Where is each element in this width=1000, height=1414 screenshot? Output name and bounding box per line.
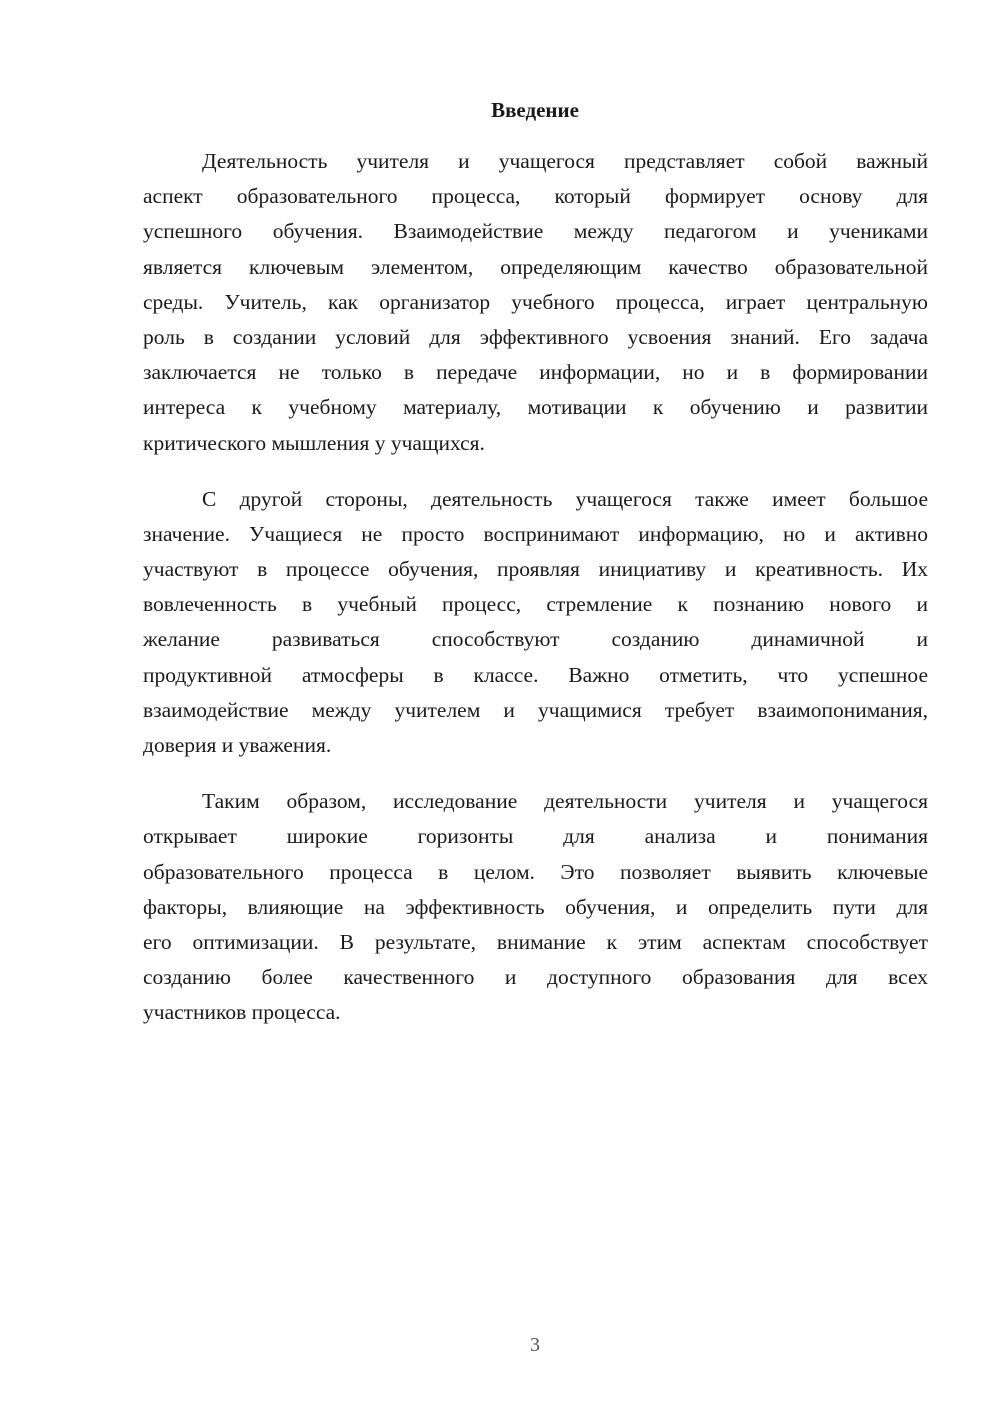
text-line: аспект образовательного процесса, который формирует основу для <box>143 184 928 209</box>
text-line: открывает широкие горизонты для анализа и понимания <box>143 824 928 849</box>
paragraph <box>143 482 928 764</box>
text-line: успешного обучения. Взаимодействие между педагогом и учениками <box>143 219 928 244</box>
text-line: С другой стороны, деятельность учащегося также имеет большое <box>202 486 928 511</box>
text-line: продуктивной атмосферы в классе. Важно отметить, что успешное <box>143 662 928 687</box>
text-line: участвуют в процессе обучения, проявляя инициативу и креативность. Их <box>143 557 928 582</box>
page-number: 3 <box>530 1334 540 1356</box>
text-line: образовательного процесса в целом. Это позволяет выявить ключевые <box>143 859 928 884</box>
text-line: среды. Учитель, как организатор учебного процесса, играет центральную <box>143 289 928 314</box>
text-line: желание развиваться способствуют созданию динамичной и <box>143 627 928 652</box>
text-line: заключается не только в передаче информации, но и в формировании <box>143 360 928 385</box>
text-line: интереса к учебному материалу, мотивации к обучению и развитии <box>143 395 928 420</box>
text-line: Деятельность учителя и учащегося представляет собой важный <box>202 149 928 173</box>
text-line: созданию более качественного и доступного образования для всех <box>143 965 928 990</box>
text-line: роль в создании условий для эффективного усвоения знаний. Его задача <box>143 324 928 349</box>
text-line: его оптимизации. В результате, внимание к этим аспектам способствует <box>143 929 928 954</box>
document-body <box>143 144 928 1052</box>
text-line: факторы, влияющие на эффективность обучения, и определить пути для <box>143 894 928 919</box>
page-title: Введение <box>491 98 579 122</box>
paragraph <box>143 144 928 461</box>
text-line: вовлеченность в учебный процесс, стремление к познанию нового и <box>143 592 928 617</box>
text-line: взаимодействие между учителем и учащимися требует взаимопонимания, <box>143 697 928 722</box>
text-line: участников процесса. <box>143 1000 341 1025</box>
text-line: значение. Учащиеся не просто воспринимают информацию, но и активно <box>143 521 928 546</box>
text-line: критического мышления у учащихся. <box>143 430 485 455</box>
paragraph <box>143 784 928 1030</box>
text-line: Таким образом, исследование деятельности учителя и учащегося <box>202 789 928 814</box>
text-line: является ключевым элементом, определяющим качество образовательной <box>143 254 928 279</box>
text-line: доверия и уважения. <box>143 733 332 757</box>
